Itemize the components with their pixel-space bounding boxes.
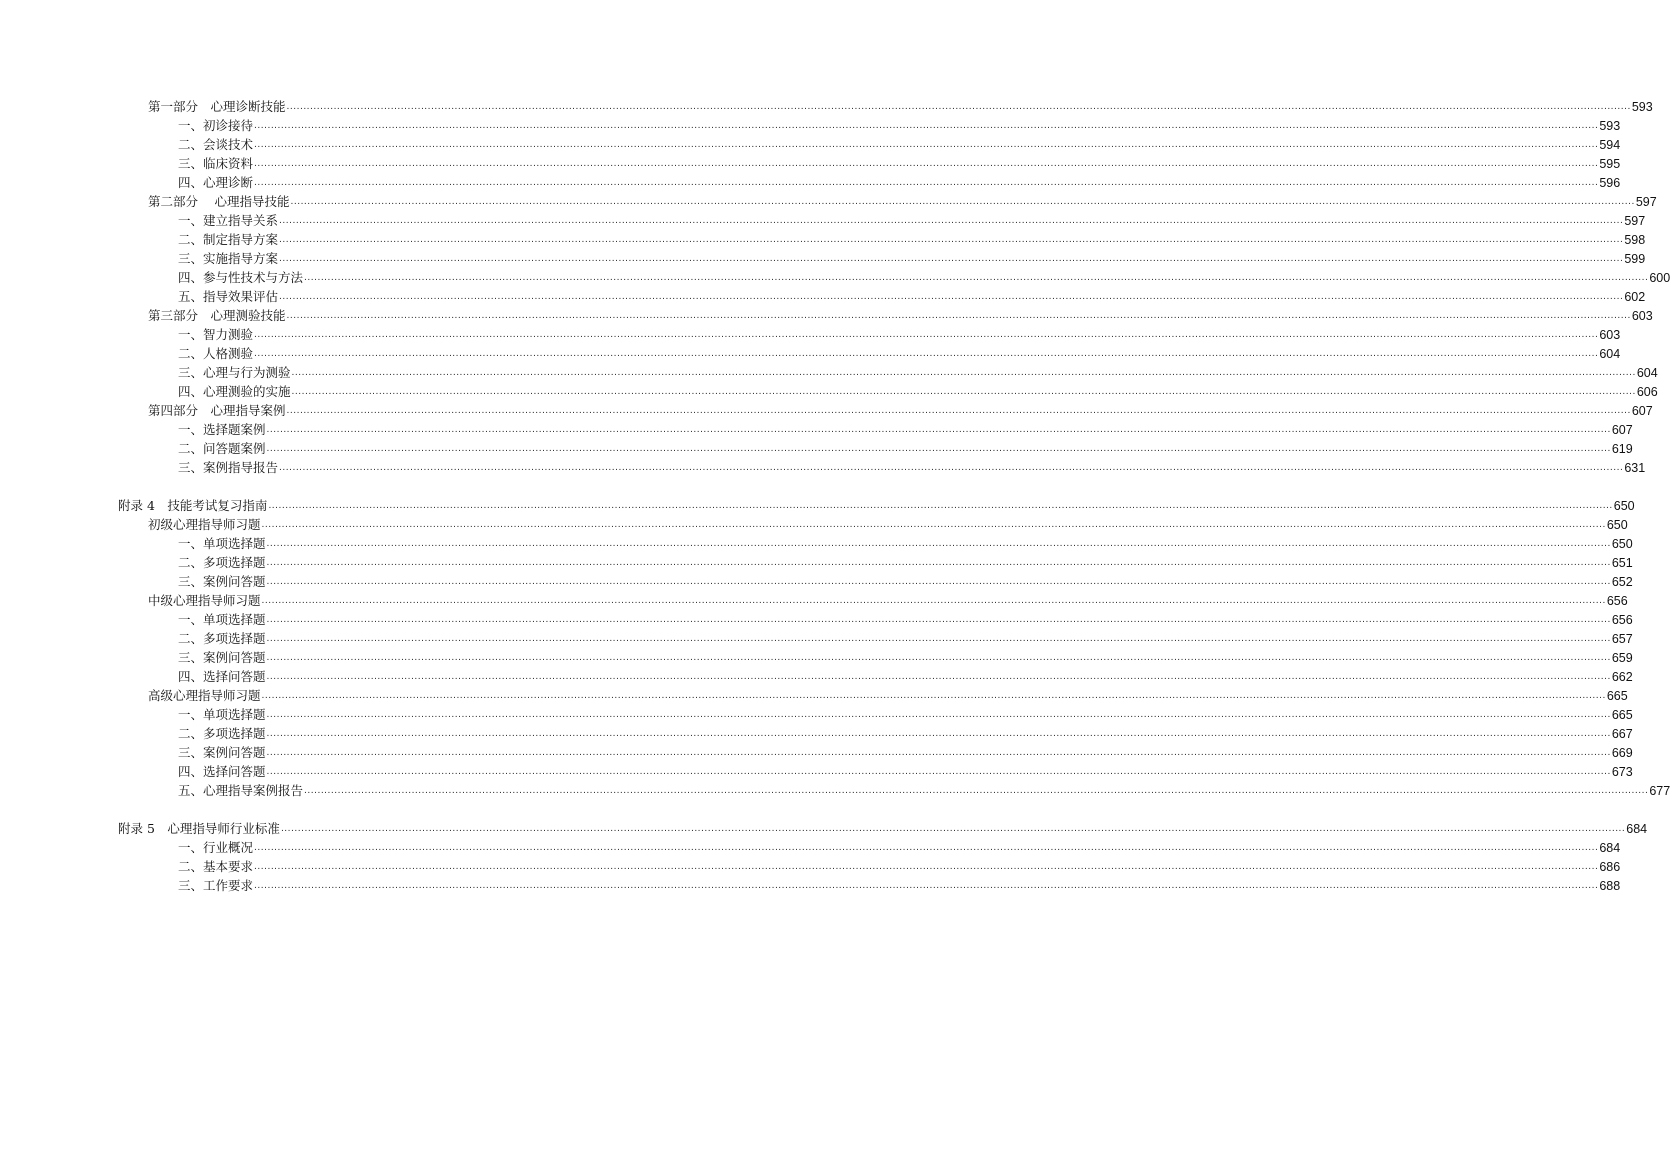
toc-leader-dots: ................................................................................................................................................................................................................................................................................................................................................................................................................ (279, 463, 1624, 473)
toc-entry-page-number: 631 (1624, 461, 1646, 475)
toc-entry[interactable] (178, 345, 1621, 363)
toc-entry-title: 二、多项选择题 (178, 555, 266, 570)
toc-entry[interactable] (178, 212, 1646, 230)
toc-entry-title: 三、案例问答题 (178, 650, 266, 665)
toc-entry-page-number: 665 (1611, 708, 1633, 722)
toc-entry-title: 二、人格测验 (178, 346, 254, 361)
toc-entry[interactable] (148, 193, 1657, 211)
toc-entry-title: 高级心理指导师习题 (148, 688, 261, 703)
toc-entry[interactable] (178, 554, 1633, 572)
toc-leader-dots: ................................................................................................................................................................................................................................................................................................................................................................................................................ (304, 273, 1649, 283)
toc-entry[interactable] (178, 383, 1658, 401)
toc-entry-page-number: 657 (1611, 632, 1633, 646)
toc-entry-page-number: 597 (1635, 195, 1657, 209)
toc-leader-dots: ................................................................................................................................................................................................................................................................................................................................................................................................................ (266, 444, 1611, 454)
toc-entry-page-number: 677 (1649, 784, 1670, 798)
toc-entry-page-number: 603 (1599, 328, 1621, 342)
toc-entry[interactable] (178, 744, 1633, 762)
toc-entry-page-number: 673 (1611, 765, 1633, 779)
toc-entry[interactable] (178, 421, 1633, 439)
toc-entry-title: 三、实施指导方案 (178, 251, 279, 266)
toc-entry[interactable] (178, 364, 1658, 382)
toc-entry-title: 一、选择题案例 (178, 422, 266, 437)
toc-entry[interactable] (148, 516, 1628, 534)
toc-entry-title: 附录 5 心理指导师行业标准 (118, 821, 280, 836)
toc-entry-title: 一、单项选择题 (178, 707, 266, 722)
toc-entry-page-number: 599 (1624, 252, 1646, 266)
toc-entry-title: 一、智力测验 (178, 327, 254, 342)
toc-entry[interactable] (148, 307, 1653, 325)
toc-entry-page-number: 604 (1636, 366, 1658, 380)
toc-entry-title: 三、案例问答题 (178, 574, 266, 589)
toc-entry-title: 第二部分 心理指导技能 (148, 194, 290, 209)
toc-leader-dots: ................................................................................................................................................................................................................................................................................................................................................................................................................ (266, 615, 1611, 625)
toc-entry-page-number: 619 (1611, 442, 1633, 456)
toc-leader-dots: ................................................................................................................................................................................................................................................................................................................................................................................................................ (254, 159, 1599, 169)
toc-entry-page-number: 650 (1613, 499, 1635, 513)
toc-entry[interactable] (178, 611, 1633, 629)
toc-entry-page-number: 593 (1631, 100, 1653, 114)
toc-leader-dots: ................................................................................................................................................................................................................................................................................................................................................................................................................ (266, 425, 1611, 435)
toc-entry-page-number: 656 (1611, 613, 1633, 627)
toc-leader-dots: ................................................................................................................................................................................................................................................................................................................................................................................................................ (286, 406, 1631, 416)
toc-entry-page-number: 602 (1624, 290, 1646, 304)
toc-entry[interactable] (148, 592, 1628, 610)
toc-entry[interactable] (178, 877, 1621, 895)
toc-entry-title: 四、选择问答题 (178, 669, 266, 684)
toc-leader-dots: ................................................................................................................................................................................................................................................................................................................................................................................................................ (254, 862, 1599, 872)
toc-entry-title: 一、行业概况 (178, 840, 254, 855)
toc-entry[interactable] (178, 326, 1621, 344)
toc-entry-title: 二、会谈技术 (178, 137, 254, 152)
toc-leader-dots: ................................................................................................................................................................................................................................................................................................................................................................................................................ (286, 102, 1631, 112)
toc-entry-page-number: 607 (1611, 423, 1633, 437)
toc-leader-dots: ................................................................................................................................................................................................................................................................................................................................................................................................................ (261, 691, 1606, 701)
toc-entry-title: 中级心理指导师习题 (148, 593, 261, 608)
toc-leader-dots: ................................................................................................................................................................................................................................................................................................................................................................................................................ (266, 539, 1611, 549)
toc-entry-title: 四、参与性技术与方法 (178, 270, 304, 285)
toc-entry-title: 第三部分 心理测验技能 (148, 308, 286, 323)
toc-leader-dots: ................................................................................................................................................................................................................................................................................................................................................................................................................ (266, 767, 1611, 777)
toc-entry-title: 四、选择问答题 (178, 764, 266, 779)
toc-entry-title: 第一部分 心理诊断技能 (148, 99, 286, 114)
toc-entry-page-number: 688 (1599, 879, 1621, 893)
toc-entry[interactable] (148, 98, 1653, 116)
toc-entry-page-number: 650 (1606, 518, 1628, 532)
toc-entry[interactable] (178, 649, 1633, 667)
toc-leader-dots: ................................................................................................................................................................................................................................................................................................................................................................................................................ (261, 520, 1606, 530)
toc-entry[interactable] (178, 269, 1670, 287)
toc-entry-title: 三、案例问答题 (178, 745, 266, 760)
toc-leader-dots: ................................................................................................................................................................................................................................................................................................................................................................................................................ (268, 501, 1613, 511)
toc-entry-page-number: 606 (1636, 385, 1658, 399)
toc-entry-title: 四、心理诊断 (178, 175, 254, 190)
toc-entry-page-number: 598 (1624, 233, 1646, 247)
toc-entry-page-number: 595 (1599, 157, 1621, 171)
toc-entry[interactable] (178, 706, 1633, 724)
toc-entry-page-number: 662 (1611, 670, 1633, 684)
toc-entry[interactable] (178, 782, 1670, 800)
toc-entry[interactable] (118, 820, 1648, 838)
toc-entry-title: 五、指导效果评估 (178, 289, 279, 304)
toc-entry[interactable] (178, 231, 1646, 249)
toc-entry-title: 二、制定指导方案 (178, 232, 279, 247)
toc-leader-dots: ................................................................................................................................................................................................................................................................................................................................................................................................................ (261, 596, 1606, 606)
toc-entry[interactable] (178, 839, 1621, 857)
toc-leader-dots: ................................................................................................................................................................................................................................................................................................................................................................................................................ (290, 197, 1635, 207)
toc-leader-dots: ................................................................................................................................................................................................................................................................................................................................................................................................................ (279, 254, 1624, 264)
toc-leader-dots: ................................................................................................................................................................................................................................................................................................................................................................................................................ (254, 330, 1599, 340)
toc-leader-dots: ................................................................................................................................................................................................................................................................................................................................................................................................................ (254, 881, 1599, 891)
toc-entry-page-number: 603 (1631, 309, 1653, 323)
toc-entry-page-number: 607 (1631, 404, 1653, 418)
toc-leader-dots: ................................................................................................................................................................................................................................................................................................................................................................................................................ (304, 786, 1649, 796)
toc-entry[interactable] (178, 630, 1633, 648)
toc-entry-page-number: 652 (1611, 575, 1633, 589)
toc-entry-title: 三、案例指导报告 (178, 460, 279, 475)
toc-leader-dots: ................................................................................................................................................................................................................................................................................................................................................................................................................ (254, 121, 1599, 131)
toc-entry[interactable] (178, 117, 1621, 135)
toc-entry-title: 三、临床资料 (178, 156, 254, 171)
toc-leader-dots: ................................................................................................................................................................................................................................................................................................................................................................................................................ (266, 748, 1611, 758)
toc-entry-page-number: 667 (1611, 727, 1633, 741)
toc-entry-page-number: 684 (1626, 822, 1648, 836)
toc-entry-page-number: 651 (1611, 556, 1633, 570)
toc-entry-title: 二、基本要求 (178, 859, 254, 874)
toc-entry-page-number: 669 (1611, 746, 1633, 760)
toc-leader-dots: ................................................................................................................................................................................................................................................................................................................................................................................................................ (266, 653, 1611, 663)
toc-entry[interactable] (178, 136, 1621, 154)
toc-entry[interactable] (178, 858, 1621, 876)
toc-entry-page-number: 593 (1599, 119, 1621, 133)
toc-leader-dots: ................................................................................................................................................................................................................................................................................................................................................................................................................ (280, 824, 1626, 834)
toc-leader-dots: ................................................................................................................................................................................................................................................................................................................................................................................................................ (279, 235, 1624, 245)
toc-leader-dots: ................................................................................................................................................................................................................................................................................................................................................................................................................ (266, 729, 1611, 739)
toc-entry[interactable] (118, 497, 1635, 515)
toc-leader-dots: ................................................................................................................................................................................................................................................................................................................................................................................................................ (266, 577, 1611, 587)
toc-leader-dots: ................................................................................................................................................................................................................................................................................................................................................................................................................ (254, 349, 1599, 359)
toc-entry[interactable] (178, 250, 1646, 268)
toc-entry[interactable] (178, 440, 1633, 458)
toc-entry-title: 一、建立指导关系 (178, 213, 279, 228)
toc-entry-page-number: 596 (1599, 176, 1621, 190)
toc-leader-dots: ................................................................................................................................................................................................................................................................................................................................................................................................................ (279, 216, 1624, 226)
toc-entry-page-number: 594 (1599, 138, 1621, 152)
toc-leader-dots: ................................................................................................................................................................................................................................................................................................................................................................................................................ (266, 558, 1611, 568)
toc-entry-title: 初级心理指导师习题 (148, 517, 261, 532)
toc-leader-dots: ................................................................................................................................................................................................................................................................................................................................................................................................................ (266, 634, 1611, 644)
toc-entry-page-number: 604 (1599, 347, 1621, 361)
toc-entry[interactable] (148, 402, 1653, 420)
toc-entry-page-number: 659 (1611, 651, 1633, 665)
toc-entry-title: 三、工作要求 (178, 878, 254, 893)
toc-entry-page-number: 600 (1649, 271, 1670, 285)
toc-entry[interactable] (178, 174, 1621, 192)
toc-entry-title: 第四部分 心理指导案例 (148, 403, 286, 418)
toc-leader-dots: ................................................................................................................................................................................................................................................................................................................................................................................................................ (266, 672, 1611, 682)
toc-entry-page-number: 684 (1599, 841, 1621, 855)
toc-entry-title: 二、多项选择题 (178, 631, 266, 646)
toc-entry-title: 一、单项选择题 (178, 536, 266, 551)
toc-leader-dots: ................................................................................................................................................................................................................................................................................................................................................................................................................ (254, 843, 1599, 853)
toc-entry-page-number: 650 (1611, 537, 1633, 551)
toc-entry[interactable] (178, 535, 1633, 553)
toc-entry-page-number: 686 (1599, 860, 1621, 874)
toc-entry-title: 二、问答题案例 (178, 441, 266, 456)
toc-entry[interactable] (178, 459, 1646, 477)
toc-entry-title: 附录 4 技能考试复习指南 (118, 498, 268, 513)
toc-leader-dots: ................................................................................................................................................................................................................................................................................................................................................................................................................ (266, 710, 1611, 720)
toc-entry-page-number: 597 (1624, 214, 1646, 228)
toc-leader-dots: ................................................................................................................................................................................................................................................................................................................................................................................................................ (254, 140, 1599, 150)
toc-entry-title: 三、心理与行为测验 (178, 365, 291, 380)
toc-entry[interactable] (178, 668, 1633, 686)
toc-entry-page-number: 665 (1606, 689, 1628, 703)
toc-entry[interactable] (178, 288, 1646, 306)
toc-entry-title: 二、多项选择题 (178, 726, 266, 741)
toc-leader-dots: ................................................................................................................................................................................................................................................................................................................................................................................................................ (291, 387, 1636, 397)
toc-entry[interactable] (178, 763, 1633, 781)
toc-entry-title: 一、单项选择题 (178, 612, 266, 627)
toc-entry[interactable] (148, 687, 1628, 705)
toc-entry[interactable] (178, 155, 1621, 173)
toc-entry-title: 四、心理测验的实施 (178, 384, 291, 399)
toc-leader-dots: ................................................................................................................................................................................................................................................................................................................................................................................................................ (291, 368, 1636, 378)
toc-entry[interactable] (178, 573, 1633, 591)
toc-entry-page-number: 656 (1606, 594, 1628, 608)
toc-entry-title: 一、初诊接待 (178, 118, 254, 133)
toc-leader-dots: ................................................................................................................................................................................................................................................................................................................................................................................................................ (279, 292, 1624, 302)
toc-leader-dots: ................................................................................................................................................................................................................................................................................................................................................................................................................ (254, 178, 1599, 188)
toc-leader-dots: ................................................................................................................................................................................................................................................................................................................................................................................................................ (286, 311, 1631, 321)
toc-entry-title: 五、心理指导案例报告 (178, 783, 304, 798)
toc-entry[interactable] (178, 725, 1633, 743)
